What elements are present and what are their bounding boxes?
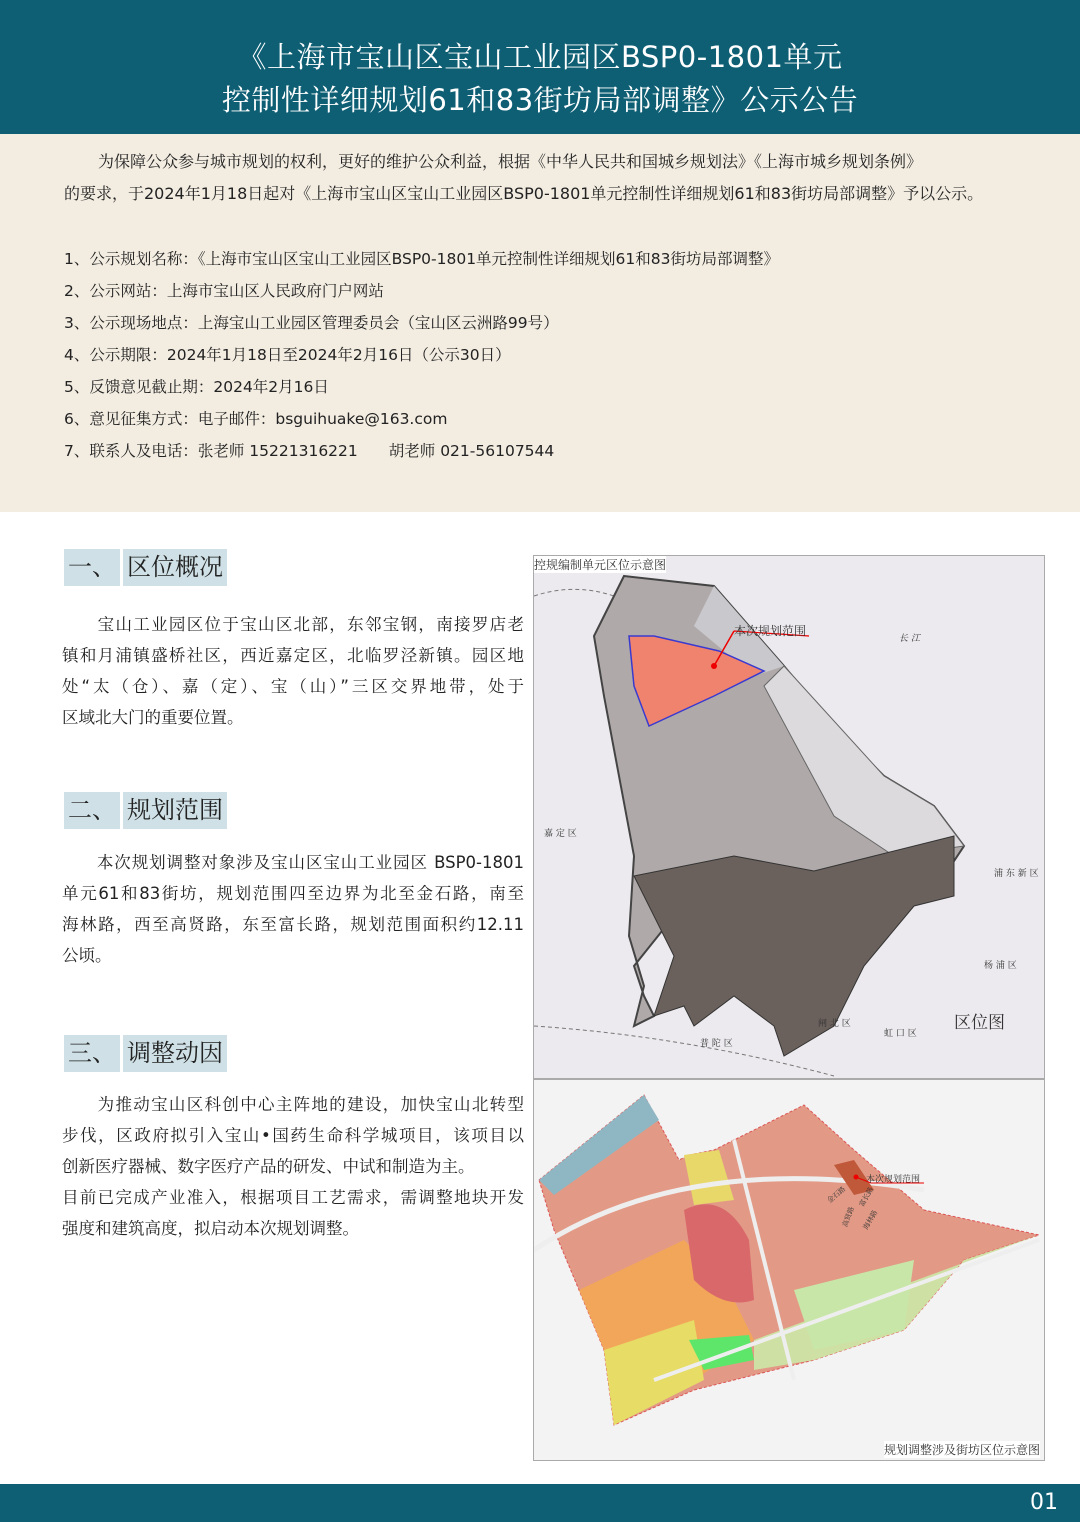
text-line: 本次规划调整对象涉及宝山区宝山工业园区 BSP0-1801 <box>62 853 524 872</box>
title-line-2: 控制性详细规划61和83街坊局部调整》公示公告 <box>221 83 859 117</box>
section-heading-scope <box>64 792 227 829</box>
section-body-location <box>62 609 524 733</box>
location-map <box>533 555 1045 1079</box>
section-heading-location <box>64 549 227 586</box>
place-label: 浦 东 新 区 <box>994 869 1039 879</box>
text-line: 海林路，西至高贤路，东至富长路，规划范围面积约12.11 <box>62 915 524 934</box>
info-item: 2、公示网站：上海市宝山区人民政府门户网站 <box>64 282 384 300</box>
road-label-west: 高贤路 <box>841 1205 856 1229</box>
section-title: 区位概况 <box>123 549 227 586</box>
scope-label: 本次规划范围 <box>734 624 807 638</box>
text-line: 宝山工业园区位于宝山区北部，东邻宝钢，南接罗店老 <box>62 615 524 634</box>
section-number: 一、 <box>64 549 120 586</box>
scope-label: 本次规划范围 <box>866 1175 921 1185</box>
road-label-north: 金石路 <box>825 1185 848 1205</box>
info-item: 1、公示规划名称：《上海市宝山区宝山工业园区BSP0-1801单元控制性详细规划61和83街坊局部调整》 <box>64 250 780 268</box>
land-use-map-graphic <box>534 1080 1045 1461</box>
section-heading-reason <box>64 1035 227 1072</box>
place-label: 普 陀 区 <box>700 1039 733 1049</box>
place-label: 闸 北 区 <box>818 1019 851 1029</box>
text-line: 处“太（仓）、嘉（定）、宝（山）”三区交界地带，处于 <box>62 677 524 696</box>
place-label: 虹 口 区 <box>884 1029 917 1039</box>
section-number: 三、 <box>64 1035 120 1072</box>
section-number: 二、 <box>64 792 120 829</box>
section-body-scope <box>62 847 524 971</box>
page-number: 01 <box>1030 1490 1058 1515</box>
intro-line-2: 的要求，于2024年1月18日起对《上海市宝山区宝山工业园区BSP0-1801单元控制性详细规划61和83街坊局部调整》予以公示。 <box>64 184 984 203</box>
text-line: 步伐，区政府拟引入宝山•国药生命科学城项目，该项目以 <box>62 1126 524 1145</box>
info-item: 7、联系人及电话：张老师 15221316221 胡老师 021-56107544 <box>64 442 555 460</box>
place-label: 嘉 定 区 <box>544 829 577 839</box>
text-line: 为推动宝山区科创中心主阵地的建设，加快宝山北转型 <box>62 1095 524 1114</box>
text-line: 区域北大门的重要位置。 <box>62 708 244 727</box>
text-line: 目前已完成产业准入，根据项目工艺需求，需调整地块开发 <box>62 1188 524 1207</box>
map-legend-title: 区位图 <box>954 1013 1005 1033</box>
info-item: 4、公示期限：2024年1月18日至2024年2月16日（公示30日） <box>64 346 511 364</box>
block-map <box>533 1079 1045 1461</box>
section-title: 规划范围 <box>123 792 227 829</box>
section-body-reason <box>62 1089 524 1244</box>
title-line-1: 《上海市宝山区宝山工业园区BSP0-1801单元 <box>237 40 843 74</box>
text-line: 强度和建筑高度，拟启动本次规划调整。 <box>62 1219 359 1238</box>
intro-panel <box>0 134 1080 512</box>
text-line: 创新医疗器械、数字医疗产品的研发、中试和制造为主。 <box>62 1157 475 1176</box>
text-line: 镇和月浦镇盛桥社区，西近嘉定区，北临罗泾新镇。园区地 <box>62 646 524 665</box>
page-footer <box>0 1484 1080 1522</box>
text-line: 公顷。 <box>62 946 112 965</box>
map-title: 控规编制单元区位示意图 <box>534 558 667 572</box>
place-label: 杨 浦 区 <box>984 961 1017 971</box>
info-item: 6、意见征集方式：电子邮件：bsguihuake@163.com <box>64 410 448 428</box>
text-line: 单元61和83街坊，规划范围四至边界为北至金石路，南至 <box>62 884 524 903</box>
intro-line-1: 为保障公众参与城市规划的权利，更好的维护公众利益，根据《中华人民共和国城乡规划法》《上海市城乡规划条例》 <box>98 152 923 171</box>
map-caption: 规划调整涉及街坊区位示意图 <box>883 1443 1040 1457</box>
place-label: 长 江 <box>899 634 920 644</box>
road-label-east: 富长路 <box>857 1185 876 1209</box>
info-item: 3、公示现场地点：上海宝山工业园区管理委员会（宝山区云洲路99号） <box>64 314 559 332</box>
road-label-south: 海林路 <box>861 1208 880 1232</box>
section-title: 调整动因 <box>123 1035 227 1072</box>
page-header <box>0 0 1080 134</box>
info-item: 5、反馈意见截止期：2024年2月16日 <box>64 378 329 396</box>
